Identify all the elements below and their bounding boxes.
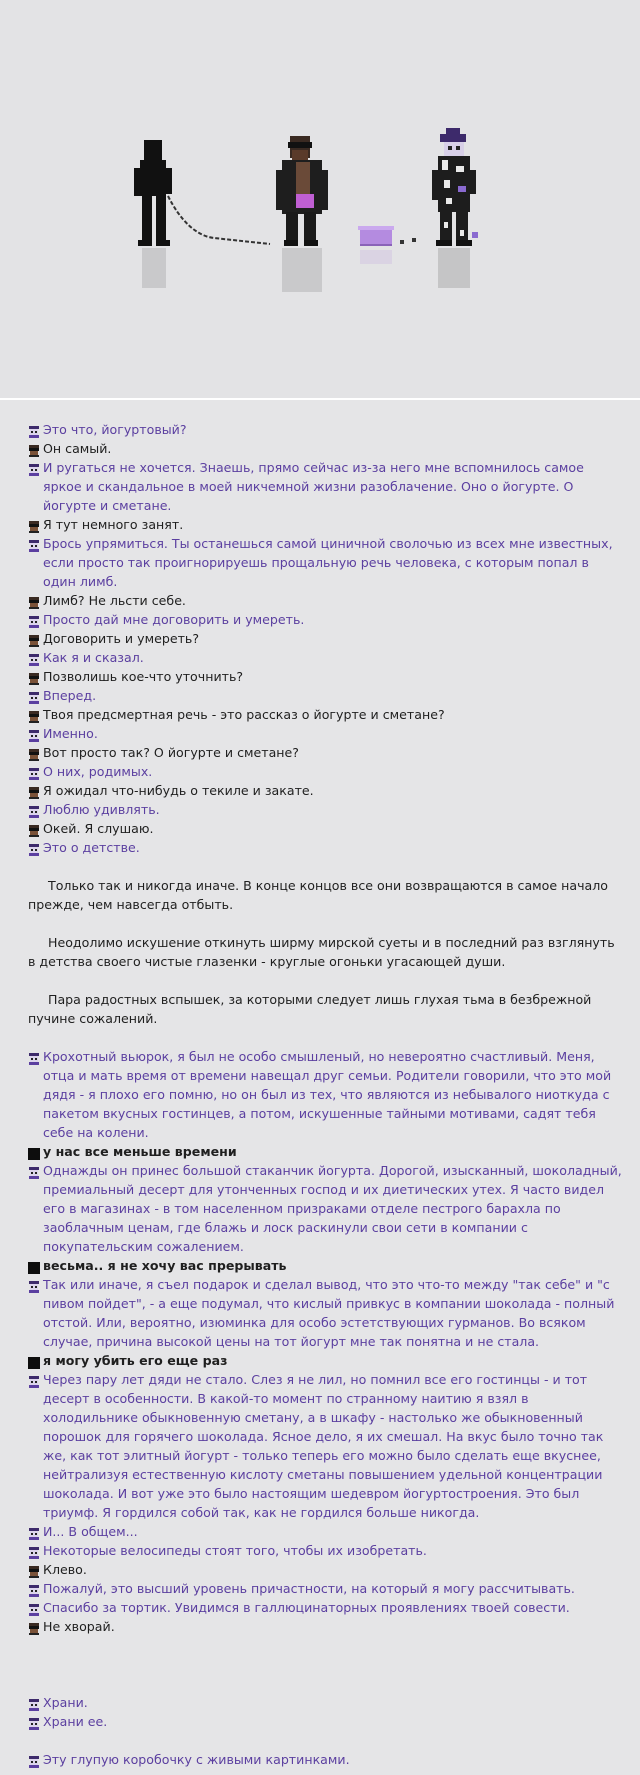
dialogue-line-limb xyxy=(28,515,622,534)
dialogue-line-glitch xyxy=(28,648,622,667)
glitch-avatar-icon xyxy=(28,804,40,816)
dialogue-line-glitch xyxy=(28,1370,622,1522)
dialogue-text: О них, родимых. xyxy=(43,764,153,779)
dialogue-text: Так или иначе, я съел подарок и сделал вывод, что это что-то между "так себе" и "с пивом пойдет", - а еще подумал, что кислый привкус в компании шоколада - полный отстой. Или, вероятно, изюминка для особо эстетствующих гурманов. Во всяком случае, причина высокой цены на тот йогурт мне так понятна и не стала. xyxy=(43,1277,615,1349)
glitch-avatar-icon xyxy=(28,652,40,664)
dialogue-line-limb xyxy=(28,1560,622,1579)
dialogue-line-glitch xyxy=(28,1750,622,1769)
dialogue-text: Твоя предсмертная речь - это рассказ о йогурте и сметане? xyxy=(43,707,445,722)
dialogue-text: Я ожидал что-нибудь о текиле и закате. xyxy=(43,783,314,798)
spacer xyxy=(28,1674,622,1693)
dialogue-line-glitch xyxy=(28,420,622,439)
glitch-avatar-icon xyxy=(28,1165,40,1177)
dialogue-text: Не хворай. xyxy=(43,1619,115,1634)
spacer xyxy=(28,1731,622,1750)
sunglasses-avatar-icon xyxy=(28,671,40,683)
dialogue-line-glitch xyxy=(28,1579,622,1598)
sunglasses-avatar-icon xyxy=(28,519,40,531)
sunglasses-avatar-icon xyxy=(28,747,40,759)
dialogue-text: Я тут немного занят. xyxy=(43,517,184,532)
silhouette-figure-icon xyxy=(134,140,172,246)
glitch-avatar-icon xyxy=(28,1526,40,1538)
dialogue-text: Эту глупую коробочку с живыми картинками. xyxy=(43,1752,350,1767)
glitch-avatar-icon xyxy=(28,728,40,740)
sunglasses-avatar-icon xyxy=(28,785,40,797)
spacer xyxy=(28,857,622,876)
sunglasses-avatar-icon xyxy=(28,1621,40,1633)
black-square-icon xyxy=(28,1260,40,1272)
dialogue-line-glitch xyxy=(28,1047,622,1142)
dialogue-text: Спасибо за тортик. Увидимся в галлюцинаторных проявлениях твоей совести. xyxy=(43,1600,570,1615)
dialogue-line-limb xyxy=(28,667,622,686)
glitch-avatar-icon xyxy=(28,1374,40,1386)
glitch-avatar-icon xyxy=(28,614,40,626)
dialogue-line-glitch xyxy=(28,724,622,743)
sunglasses-avatar-icon xyxy=(28,633,40,645)
narration-paragraph: Пара радостных вспышек, за которыми следует лишь глухая тьма в безбрежной пучине сожалений. xyxy=(28,992,592,1026)
dialogue-text: весьма.. я не хочу вас прерывать xyxy=(43,1258,287,1273)
black-square-icon xyxy=(28,1355,40,1367)
dialogue-text: Храни ее. xyxy=(43,1714,108,1729)
dialogue-line-black xyxy=(28,1142,622,1161)
glitch-avatar-icon xyxy=(28,690,40,702)
dialogue-line-glitch xyxy=(28,1522,622,1541)
dialogue-text: Вот просто так? О йогурте и сметане? xyxy=(43,745,299,760)
spacer xyxy=(28,1636,622,1655)
glitch-avatar-icon xyxy=(28,842,40,854)
dialogue-line-black xyxy=(28,1256,622,1275)
dialogue-text: Храни. xyxy=(43,1695,88,1710)
dialogue-text: Клево. xyxy=(43,1562,87,1577)
dialogue-text: И... В общем... xyxy=(43,1524,138,1539)
dialogue-text: Пожалуй, это высший уровень причастности, на который я могу рассчитывать. xyxy=(43,1581,575,1596)
glitch-avatar-icon xyxy=(28,424,40,436)
dialogue-line-glitch xyxy=(28,762,622,781)
glitch-avatar-icon xyxy=(28,1602,40,1614)
dialogue-text: Однажды он принес большой стаканчик йогурта. Дорогой, изысканный, шоколадный, премиальный десерт для утонченных господ и их диетических утех. Я часто видел его в магазинах - в том населенном призраками отделе пестрого барахла по заоблачным ценам, где блажь и лоск раскинули свои сети в компании с покупательским сожалением. xyxy=(43,1163,622,1254)
dialogue-line-glitch xyxy=(28,458,622,515)
glitch-avatar-icon xyxy=(28,1697,40,1709)
dialogue-text: Как я и сказал. xyxy=(43,650,144,665)
dialogue-text: у нас все меньше времени xyxy=(43,1144,237,1159)
glitch-avatar-icon xyxy=(28,1545,40,1557)
dialogue-line-limb xyxy=(28,629,622,648)
dialogue-line-limb xyxy=(28,705,622,724)
spacer xyxy=(28,1655,622,1674)
dialogue-line-glitch xyxy=(28,1161,622,1256)
scene-svg xyxy=(0,0,640,398)
dialogue-text: Окей. Я слушаю. xyxy=(43,821,154,836)
dialogue-text: Это что, йогуртовый? xyxy=(43,422,187,437)
dialogue-line-black xyxy=(28,1351,622,1370)
glitch-avatar-icon xyxy=(28,538,40,550)
dialogue-log xyxy=(0,400,640,1769)
dialogue-text: Лимб? Не льсти себе. xyxy=(43,593,186,608)
black-square-icon xyxy=(28,1146,40,1158)
dialogue-text: И ругаться не хочется. Знаешь, прямо сейчас из-за него мне вспомнилось самое яркое и скандальное в моей никчемной жизни разоблачение. Оно о йогурте. О йогурте и сметане. xyxy=(43,460,584,513)
dialogue-text: Именно. xyxy=(43,726,98,741)
dialogue-text: Брось упрямиться. Ты останешься самой циничной сволочью из всех мне известных, если просто так проигнорируешь прощальную речь человека, с которым попал в один лимб. xyxy=(43,536,613,589)
sunglasses-avatar-icon xyxy=(28,595,40,607)
dialogue-line-glitch xyxy=(28,1275,622,1351)
dialogue-line-glitch xyxy=(28,1712,622,1731)
glitch-avatar-icon xyxy=(28,1583,40,1595)
sunglasses-avatar-icon xyxy=(28,823,40,835)
glitch-avatar-icon xyxy=(28,766,40,778)
dialogue-line-limb xyxy=(28,819,622,838)
dialogue-text: Люблю удивлять. xyxy=(43,802,160,817)
glitched-figure-icon xyxy=(432,128,478,246)
dialogue-line-glitch xyxy=(28,1598,622,1617)
dialogue-text: Некоторые велосипеды стоят того, чтобы их изобретать. xyxy=(43,1543,427,1558)
dialogue-text: Просто дай мне договорить и умереть. xyxy=(43,612,305,627)
dialogue-text: Через пару лет дяди не стало. Слез я не лил, но помнил все его гостинцы - и тот десерт в особенности. В какой-то момент по странному наитию я взял в холодильнике обыкновенную сметану, а в шкафу - настолько же обыкновенный порошок для горячего шоколада. Ясное дело, я их смешал. На вкус было точно так же, как тот элитный йогурт - только теперь его можно было сделать еще вкуснее, нейтрализуя естественную кислоту сметаны повышением удельной концентрации шоколада. И вот уже это было настоящим шедевром йогуртостроения. Это был триумф. Я гордился собой так, как не гордился больше никогда. xyxy=(43,1372,604,1520)
glitch-avatar-icon xyxy=(28,1279,40,1291)
dialogue-text: Он самый. xyxy=(43,441,112,456)
sunglasses-avatar-icon xyxy=(28,709,40,721)
dialogue-line-glitch xyxy=(28,800,622,819)
sunglasses-avatar-icon xyxy=(28,1564,40,1576)
dialogue-text: Вперед. xyxy=(43,688,97,703)
yogurt-cup-icon xyxy=(358,226,416,246)
dialogue-line-glitch xyxy=(28,838,622,857)
dialogue-line-glitch xyxy=(28,1541,622,1560)
spacer xyxy=(28,971,622,990)
dialogue-line-limb xyxy=(28,781,622,800)
sunglasses-avatar-icon xyxy=(28,443,40,455)
glitch-avatar-icon xyxy=(28,462,40,474)
spacer xyxy=(28,914,622,933)
sunglasses-man-icon xyxy=(276,136,328,246)
narration-paragraph: Неодолимо искушение откинуть ширму мирской суеты и в последний раз взглянуть в детства своего чистые глазенки - круглые огоньки угасающей души. xyxy=(28,935,615,969)
chain-line xyxy=(168,196,270,244)
dialogue-line-limb xyxy=(28,591,622,610)
dialogue-line-glitch xyxy=(28,1693,622,1712)
dialogue-text: Договорить и умереть? xyxy=(43,631,200,646)
dialogue-text: Крохотный вьюрок, я был не особо смышленый, но невероятно счастливый. Меня, отца и мать время от времени навещал друг семьи. Родители говорили, что это мой дядя - я плохо его помню, но он был из тех, что являются из небывалого ниоткуда с пакетом вкусных гостинцев, а потом, искушенные тайными мотивами, садят тебя себе на колени. xyxy=(43,1049,612,1140)
dialogue-line-limb xyxy=(28,743,622,762)
dialogue-text: я могу убить его еще раз xyxy=(43,1353,228,1368)
narration-paragraph: Только так и никогда иначе. В конце концов все они возвращаются в самое начало прежде, чем навсегда отбыть. xyxy=(28,878,608,912)
glitch-avatar-icon xyxy=(28,1051,40,1063)
dialogue-line-limb xyxy=(28,439,622,458)
dialogue-text: Позволишь кое-что уточнить? xyxy=(43,669,244,684)
dialogue-line-glitch xyxy=(28,534,622,591)
spacer xyxy=(28,1028,622,1047)
dialogue-line-limb xyxy=(28,1617,622,1636)
dialogue-line-glitch xyxy=(28,686,622,705)
glitch-avatar-icon xyxy=(28,1716,40,1728)
dialogue-text: Это о детстве. xyxy=(43,840,140,855)
glitch-avatar-icon xyxy=(28,1754,40,1766)
dialogue-line-glitch xyxy=(28,610,622,629)
illustration-scene xyxy=(0,0,640,398)
